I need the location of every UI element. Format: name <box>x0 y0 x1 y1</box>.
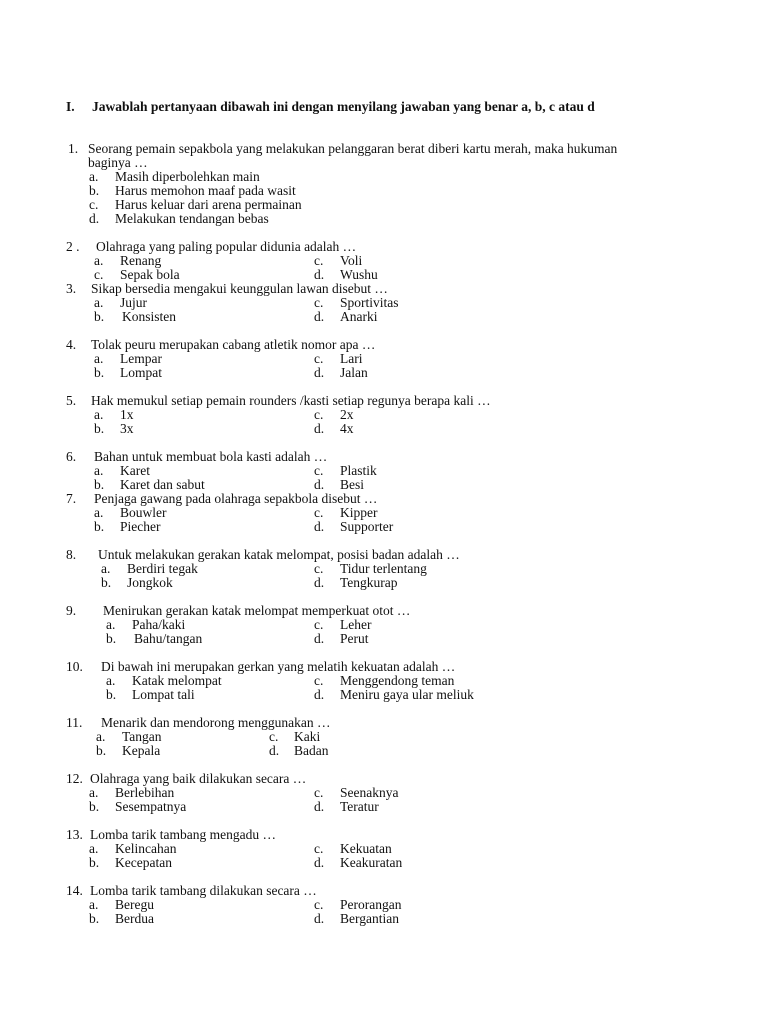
option-letter: a. <box>94 253 104 268</box>
option-text: Anarki <box>340 309 378 324</box>
option-text: Harus memohon maaf pada wasit <box>115 183 296 198</box>
option-letter: b. <box>89 799 100 814</box>
option-letter: d. <box>314 519 325 534</box>
option-letter: b. <box>96 743 107 758</box>
question-1-text-cont: baginya … <box>88 155 148 170</box>
option-letter: a. <box>89 897 99 912</box>
option-text: Karet <box>120 463 150 478</box>
question-12-text: Olahraga yang baik dilakukan secara … <box>90 771 307 786</box>
question-13-number: 13. <box>66 827 83 842</box>
option-text: Besi <box>340 477 365 492</box>
option-text: Jongkok <box>127 575 173 590</box>
option-letter: a. <box>94 505 104 520</box>
option-text: Menggendong teman <box>340 673 455 688</box>
option-text: Berdiri tegak <box>127 561 198 576</box>
option-letter: d. <box>314 365 325 380</box>
question-8-number: 8. <box>66 547 77 562</box>
option-text: Badan <box>294 743 329 758</box>
option-text: Renang <box>120 253 162 268</box>
option-letter: b. <box>94 477 105 492</box>
option-letter: d. <box>314 855 325 870</box>
question-2-text: Olahraga yang paling popular didunia adalah … <box>96 239 357 254</box>
question-11-text: Menarik dan mendorong menggunakan … <box>101 715 331 730</box>
option-text: Harus keluar dari arena permainan <box>115 197 302 212</box>
question-7-text: Penjaga gawang pada olahraga sepakbola disebut … <box>94 491 378 506</box>
option-letter: a. <box>101 561 111 576</box>
option-text: Kelincahan <box>115 841 177 856</box>
question-13-text: Lomba tarik tambang mengadu … <box>90 827 276 842</box>
option-text: Karet dan sabut <box>120 477 205 492</box>
option-letter: d. <box>314 631 325 646</box>
option-text: Katak melompat <box>132 673 222 688</box>
option-letter: d. <box>314 911 325 926</box>
option-letter: a. <box>89 841 99 856</box>
option-text: Kekuatan <box>340 841 392 856</box>
option-letter: a. <box>106 617 116 632</box>
question-4-text: Tolak peuru merupakan cabang atletik nomor apa … <box>91 337 376 352</box>
option-letter: a. <box>94 351 104 366</box>
option-letter: a. <box>89 785 99 800</box>
option-letter: a. <box>94 463 104 478</box>
option-letter: b. <box>106 631 117 646</box>
option-letter: b. <box>94 309 105 324</box>
question-5-number: 5. <box>66 393 77 408</box>
option-text: 3x <box>120 421 134 436</box>
question-6-text: Bahan untuk membuat bola kasti adalah … <box>94 449 328 464</box>
option-letter: d. <box>269 743 280 758</box>
option-text: Lompat tali <box>132 687 195 702</box>
option-letter: d. <box>314 799 325 814</box>
option-letter: b. <box>106 687 117 702</box>
option-text: 2x <box>340 407 354 422</box>
option-text: Kaki <box>294 729 321 744</box>
option-letter: a. <box>94 295 104 310</box>
option-text: Berdua <box>115 911 154 926</box>
question-14-number: 14. <box>66 883 83 898</box>
option-letter: d. <box>314 421 325 436</box>
question-14-text: Lomba tarik tambang dilakukan secara … <box>90 883 317 898</box>
question-10-number: 10. <box>66 659 83 674</box>
option-letter: a. <box>94 407 104 422</box>
option-letter: b. <box>94 365 105 380</box>
option-text: Piecher <box>120 519 161 534</box>
option-text: Beregu <box>115 897 154 912</box>
option-text: Konsisten <box>122 309 176 324</box>
option-letter: c. <box>314 505 324 520</box>
option-letter: c. <box>314 673 324 688</box>
option-text: Teratur <box>340 799 379 814</box>
option-letter: d. <box>89 211 100 226</box>
option-text: Bergantian <box>340 911 399 926</box>
option-text: Supporter <box>340 519 394 534</box>
option-text: Tengkurap <box>340 575 398 590</box>
question-9-number: 9. <box>66 603 77 618</box>
option-letter: d. <box>314 575 325 590</box>
option-text: Plastik <box>340 463 377 478</box>
option-text: Lompat <box>120 365 162 380</box>
question-12-number: 12. <box>66 771 83 786</box>
option-letter: a. <box>106 673 116 688</box>
option-text: Perorangan <box>340 897 402 912</box>
option-letter: d. <box>314 267 325 282</box>
option-letter: d. <box>314 687 325 702</box>
option-text: Keakuratan <box>340 855 403 870</box>
question-9-text: Menirukan gerakan katak melompat memperkuat otot … <box>103 603 411 618</box>
option-letter: c. <box>314 407 324 422</box>
option-letter: c. <box>314 785 324 800</box>
option-letter: c. <box>269 729 279 744</box>
option-letter: c. <box>314 617 324 632</box>
option-text: Kecepatan <box>115 855 172 870</box>
option-text: 4x <box>340 421 354 436</box>
option-letter: c. <box>314 253 324 268</box>
option-letter: a. <box>96 729 106 744</box>
option-text: Masih diperbolehkan main <box>115 169 260 184</box>
option-letter: d. <box>314 309 325 324</box>
option-text: Perut <box>340 631 369 646</box>
question-1-number: 1. <box>68 141 79 156</box>
option-text: Tangan <box>122 729 162 744</box>
question-3-text: Sikap bersedia mengakui keunggulan lawan disebut … <box>91 281 388 296</box>
option-text: 1x <box>120 407 134 422</box>
option-text: Jalan <box>340 365 368 380</box>
option-letter: c. <box>314 463 324 478</box>
option-letter: b. <box>94 519 105 534</box>
section-instruction: Jawablah pertanyaan dibawah ini dengan menyilang jawaban yang benar a, b, c atau d <box>92 99 595 114</box>
option-letter: b. <box>101 575 112 590</box>
option-letter: c. <box>314 295 324 310</box>
option-text: Sesempatnya <box>115 799 187 814</box>
option-text: Sportivitas <box>340 295 399 310</box>
option-letter: c. <box>89 197 99 212</box>
option-letter: b. <box>89 911 100 926</box>
question-3-number: 3. <box>66 281 77 296</box>
option-letter: b. <box>89 183 100 198</box>
option-letter: c. <box>94 267 104 282</box>
option-text: Tidur terlentang <box>340 561 427 576</box>
question-8-text: Untuk melakukan gerakan katak melompat, posisi badan adalah … <box>98 547 460 562</box>
option-text: Paha/kaki <box>132 617 186 632</box>
option-letter: b. <box>94 421 105 436</box>
option-text: Seenaknya <box>340 785 399 800</box>
question-2-number: 2 . <box>66 239 80 254</box>
option-text: Bouwler <box>120 505 167 520</box>
option-text: Kipper <box>340 505 378 520</box>
option-text: Kepala <box>122 743 161 758</box>
question-1-text: Seorang pemain sepakbola yang melakukan pelanggaran berat diberi kartu merah, maka hukuman <box>88 141 618 156</box>
option-letter: a. <box>89 169 99 184</box>
option-text: Lari <box>340 351 363 366</box>
option-text: Jujur <box>120 295 147 310</box>
option-text: Bahu/tangan <box>134 631 203 646</box>
option-letter: c. <box>314 897 324 912</box>
option-letter: b. <box>89 855 100 870</box>
option-letter: d. <box>314 477 325 492</box>
option-text: Leher <box>340 617 372 632</box>
option-text: Voli <box>340 253 363 268</box>
question-10-text: Di bawah ini merupakan gerkan yang melatih kekuatan adalah … <box>101 659 456 674</box>
question-5-text: Hak memukul setiap pemain rounders /kasti setiap regunya berapa kali … <box>91 393 491 408</box>
option-letter: c. <box>314 841 324 856</box>
option-letter: c. <box>314 351 324 366</box>
option-text: Melakukan tendangan bebas <box>115 211 269 226</box>
option-text: Berlebihan <box>115 785 175 800</box>
question-11-number: 11. <box>66 715 83 730</box>
option-text: Meniru gaya ular meliuk <box>340 687 474 702</box>
question-6-number: 6. <box>66 449 77 464</box>
option-text: Lempar <box>120 351 162 366</box>
option-text: Wushu <box>340 267 378 282</box>
question-7-number: 7. <box>66 491 77 506</box>
question-4-number: 4. <box>66 337 77 352</box>
option-letter: c. <box>314 561 324 576</box>
option-text: Sepak bola <box>120 267 180 282</box>
section-number: I. <box>66 99 75 114</box>
